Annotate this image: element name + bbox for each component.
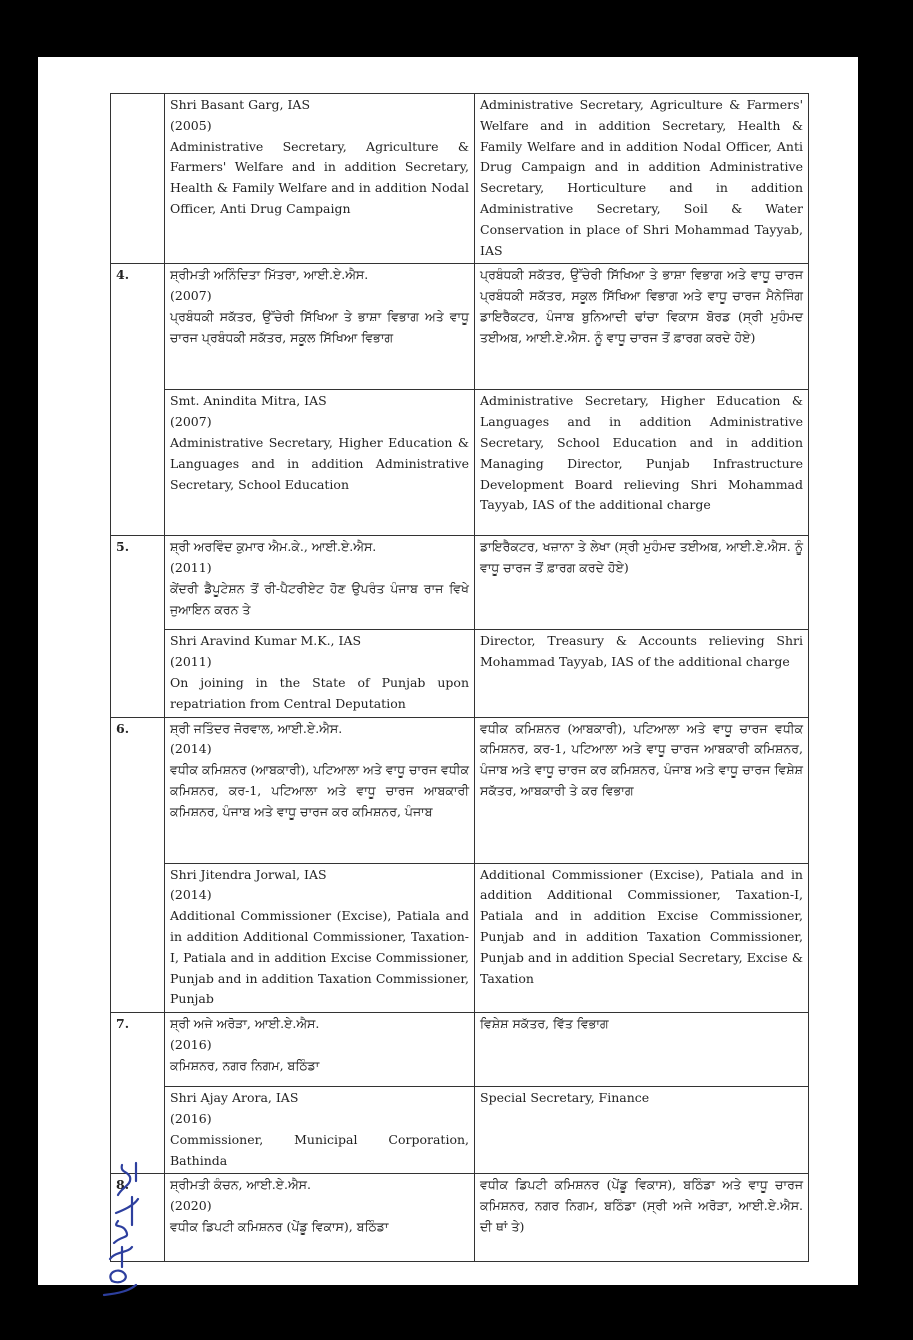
current-posting: Additional Commissioner (Excise), Patiala and in addition Additional Commissioner, Taxation-I, Patiala and in addition Excise Commissioner, Punjab and in addition Taxation Commissioner, Punjab — [170, 908, 469, 1007]
officer-details-english — [165, 390, 475, 536]
current-posting: ਵਧੀਕ ਕਮਿਸ਼ਨਰ (ਆਬਕਾਰੀ), ਪਟਿਆਲਾ ਅਤੇ ਵਾਧੂ ਚਾਰਜ ਵਧੀਕ ਕਮਿਸ਼ਨਰ, ਕਰ-1, ਪਟਿਆਲਾ ਅਤੇ ਵਾਧੂ ਚਾਰਜ ਆਬਕਾਰੀ ਕਮਿਸ਼ਨਰ, ਪੰਜਾਬ ਅਤੇ ਵਾਧੂ ਚਾਰਜ ਕਰ ਕਮਿਸ਼ਨਰ, ਪੰਜਾਬ — [170, 762, 469, 819]
officer-details-punjabi — [165, 717, 475, 863]
officer-name: ਸ਼੍ਰੀਮਤੀ ਕੰਚਨ, ਆਈ.ਏ.ਐਸ. — [170, 1177, 311, 1193]
officer-name: ਸ਼੍ਰੀ ਅਰਵਿੰਦ ਕੁਮਾਰ ਐਮ.ਕੇ., ਆਈ.ਏ.ਐਸ. — [170, 539, 377, 555]
serial-number: 5. — [111, 536, 165, 717]
current-posting: Commissioner, Municipal Corporation, Bathinda — [170, 1131, 469, 1168]
batch-year: (2020) — [170, 1198, 212, 1214]
new-posting-english: Additional Commissioner (Excise), Patiala and in addition Additional Commissioner, Taxation-I, Patiala and in addition Excise Commissioner, Punjab and in addition Taxation Commissioner, Punjab and in addition Special Secretary, Excise & Taxation — [475, 863, 809, 1013]
new-posting-english: Director, Treasury & Accounts relieving Shri Mohammad Tayyab, IAS of the additional charge — [475, 630, 809, 717]
officer-details-english — [165, 94, 475, 264]
table-row — [111, 717, 809, 863]
officer-details-punjabi — [165, 264, 475, 390]
officer-name: ਸ਼੍ਰੀਮਤੀ ਅਨਿੰਦਿਤਾ ਮਿੱਤਰਾ, ਆਈ.ਏ.ਐਸ. — [170, 267, 369, 283]
current-posting: ਕੇਂਦਰੀ ਡੈਪੂਟੇਸ਼ਨ ਤੋਂ ਰੀ-ਪੈਟਰੀਏਟ ਹੋਣ ਉਪਰੰਤ ਪੰਜਾਬ ਰਾਜ ਵਿਖੇ ਜੁਆਇਨ ਕਰਨ ਤੇ — [170, 580, 469, 617]
officer-name: Shri Jitendra Jorwal, IAS — [170, 866, 327, 882]
new-posting-punjabi: ਪ੍ਰਬੰਧਕੀ ਸਕੱਤਰ, ਉੱਚੇਰੀ ਸਿੱਖਿਆ ਤੇ ਭਾਸ਼ਾ ਵਿਭਾਗ ਅਤੇ ਵਾਧੂ ਚਾਰਜ ਪ੍ਰਬੰਧਕੀ ਸਕੱਤਰ, ਸਕੂਲ ਸਿੱਖਿਆ ਵਿਭਾਗ ਅਤੇ ਵਾਧੂ ਚਾਰਜ ਮੈਨੇਜਿੰਗ ਡਾਇਰੈਕਟਰ, ਪੰਜਾਬ ਬੁਨਿਆਦੀ ਢਾਂਚਾ ਵਿਕਾਸ ਬੋਰਡ (ਸ੍ਰੀ ਮੁਹੰਮਦ ਤਈਅਬ, ਆਈ.ਏ.ਐਸ. ਨੂੰ ਵਾਧੂ ਚਾਰਜ ਤੋਂ ਫ਼ਾਰਗ ਕਰਦੇ ਹੋਏ) — [475, 264, 809, 390]
officer-name: Smt. Anindita Mitra, IAS — [170, 393, 327, 409]
batch-year: (2007) — [170, 288, 212, 304]
new-posting-english: Administrative Secretary, Higher Education & Languages and in addition Administrative Secretary, School Education and in addition Managing Director, Punjab Infrastructure Development Board relieving Shri Mohammad Tayyab, IAS of the additional charge — [475, 390, 809, 536]
officer-details-english — [165, 1087, 475, 1174]
posting-orders-table — [110, 93, 809, 1262]
new-posting-punjabi: ਵਧੀਕ ਡਿਪਟੀ ਕਮਿਸ਼ਨਰ (ਪੇਂਡੂ ਵਿਕਾਸ), ਬਠਿੰਡਾ ਅਤੇ ਵਾਧੂ ਚਾਰਜ ਕਮਿਸ਼ਨਰ, ਨਗਰ ਨਿਗਮ, ਬਠਿੰਡਾ (ਸ੍ਰੀ ਅਜੇ ਅਰੋੜਾ, ਆਈ.ਏ.ਐਸ. ਦੀ ਥਾਂ ਤੇ) — [475, 1174, 809, 1262]
new-posting-punjabi: ਡਾਇਰੈਕਟਰ, ਖਜ਼ਾਨਾ ਤੇ ਲੇਖਾ (ਸ੍ਰੀ ਮੁਹੰਮਦ ਤਈਅਬ, ਆਈ.ਏ.ਐਸ. ਨੂੰ ਵਾਧੂ ਚਾਰਜ ਤੋਂ ਫ਼ਾਰਗ ਕਰਦੇ ਹੋਏ) — [475, 536, 809, 630]
officer-name: Shri Ajay Arora, IAS — [170, 1090, 299, 1106]
current-posting: Administrative Secretary, Agriculture & Farmers' Welfare and in addition Secretary, Health & Family Welfare and in addition Nodal Officer, Anti Drug Campaign — [170, 138, 469, 216]
officer-name: Shri Aravind Kumar M.K., IAS — [170, 633, 362, 649]
serial-number: 8. — [111, 1174, 165, 1262]
table-row — [111, 94, 809, 264]
current-posting: ਕਮਿਸ਼ਨਰ, ਨਗਰ ਨਿਗਮ, ਬਠਿੰਡਾ — [170, 1057, 320, 1073]
table-row — [111, 630, 809, 717]
table-row — [111, 536, 809, 630]
table-row — [111, 264, 809, 390]
handwritten-signature-icon — [92, 1155, 152, 1305]
officer-name: Shri Basant Garg, IAS — [170, 97, 311, 112]
batch-year: (2011) — [170, 654, 212, 670]
table-row — [111, 1174, 809, 1262]
officer-details-punjabi — [165, 1174, 475, 1262]
serial-number: 4. — [111, 264, 165, 536]
table-row — [111, 863, 809, 1013]
current-posting: ਵਧੀਕ ਡਿਪਟੀ ਕਮਿਸ਼ਨਰ (ਪੇਂਡੂ ਵਿਕਾਸ), ਬਠਿੰਡਾ — [170, 1218, 389, 1234]
new-posting-punjabi: ਵਧੀਕ ਕਮਿਸ਼ਨਰ (ਆਬਕਾਰੀ), ਪਟਿਆਲਾ ਅਤੇ ਵਾਧੂ ਚਾਰਜ ਵਧੀਕ ਕਮਿਸ਼ਨਰ, ਕਰ-1, ਪਟਿਆਲਾ ਅਤੇ ਵਾਧੂ ਚਾਰਜ ਆਬਕਾਰੀ ਕਮਿਸ਼ਨਰ, ਪੰਜਾਬ ਅਤੇ ਵਾਧੂ ਚਾਰਜ ਕਰ ਕਮਿਸ਼ਨਰ, ਪੰਜਾਬ ਅਤੇ ਵਾਧੂ ਚਾਰਜ ਵਿਸ਼ੇਸ਼ ਸਕੱਤਰ, ਆਬਕਾਰੀ ਤੇ ਕਰ ਵਿਭਾਗ — [475, 717, 809, 863]
current-posting: ਪ੍ਰਬੰਧਕੀ ਸਕੱਤਰ, ਉੱਚੇਰੀ ਸਿੱਖਿਆ ਤੇ ਭਾਸ਼ਾ ਵਿਭਾਗ ਅਤੇ ਵਾਧੂ ਚਾਰਜ ਪ੍ਰਬੰਧਕੀ ਸਕੱਤਰ, ਸਕੂਲ ਸਿੱਖਿਆ ਵਿਭਾਗ — [170, 308, 469, 345]
serial-number: 6. — [111, 717, 165, 1013]
batch-year: (2007) — [170, 414, 212, 430]
batch-year: (2011) — [170, 560, 212, 576]
officer-details-english — [165, 863, 475, 1013]
current-posting: On joining in the State of Punjab upon repatriation from Central Deputation — [170, 674, 469, 711]
table-row — [111, 1087, 809, 1174]
officer-details-english — [165, 630, 475, 717]
new-posting-english: Special Secretary, Finance — [475, 1087, 809, 1174]
batch-year: (2016) — [170, 1110, 212, 1126]
table-row — [111, 1013, 809, 1087]
serial-number — [111, 94, 165, 264]
officer-details-punjabi — [165, 1013, 475, 1087]
new-posting-english: Administrative Secretary, Agriculture & Farmers' Welfare and in addition Secretary, Health & Family Welfare and in addition Nodal Officer, Anti Drug Campaign and in addition Administrative Secretary, Horticulture and in addition Administrative Secretary, Soil & Water Conservation in place of Shri Mohammad Tayyab, IAS — [475, 94, 809, 264]
new-posting-punjabi: ਵਿਸ਼ੇਸ਼ ਸਕੱਤਰ, ਵਿੱਤ ਵਿਭਾਗ — [475, 1013, 809, 1087]
officer-details-punjabi — [165, 536, 475, 630]
batch-year: (2014) — [170, 887, 212, 903]
officer-name: ਸ਼੍ਰੀ ਅਜੇ ਅਰੋੜਾ, ਆਈ.ਏ.ਐਸ. — [170, 1016, 320, 1032]
batch-year: (2016) — [170, 1036, 212, 1052]
table-row — [111, 390, 809, 536]
batch-year: (2005) — [170, 117, 212, 133]
officer-name: ਸ਼੍ਰੀ ਜਤਿੰਦਰ ਜੋਰਵਾਲ, ਆਈ.ਏ.ਐਸ. — [170, 720, 343, 736]
batch-year: (2014) — [170, 741, 212, 757]
serial-number: 7. — [111, 1013, 165, 1174]
current-posting: Administrative Secretary, Higher Education & Languages and in addition Administrative Secretary, School Education — [170, 434, 469, 492]
document-page — [38, 57, 858, 1285]
